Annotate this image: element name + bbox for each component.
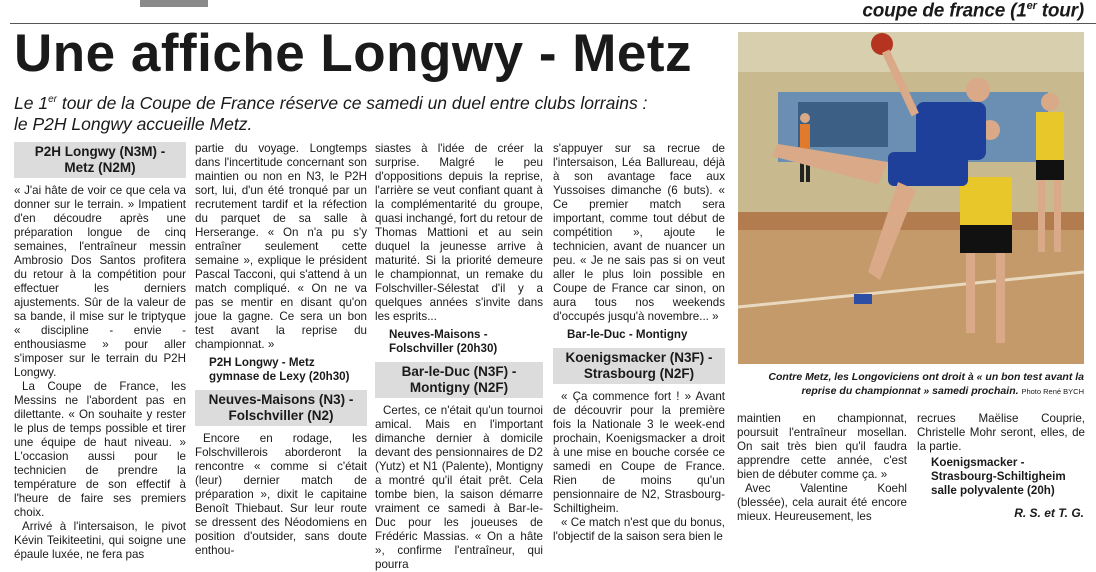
column-1 bbox=[14, 142, 186, 562]
author-signature: R. S. et T. G. bbox=[1014, 506, 1084, 520]
column-4 bbox=[553, 142, 725, 544]
paragraph: La Coupe de France, les Messins ne l'abordent pas en dilettante. « On souhaite y rester le plus de temps possible et tirer une équipe de haut niveau. » L'occasion aussi pour le technicien de prendre la température de son effectif à l'heure de faire ses premiers choix. bbox=[14, 380, 186, 519]
paragraph: « J'ai hâte de voir ce que cela va donner sur le terrain. » Impatient d'en découdre après une préparation longue de cinq semaines, l'entraîneur messin Ambrosio Dos Santos profitera du retour à la compétition pour effectuer les derniers ajustements. Sûr de la valeur de sa bande, il mise sur le triptyque « discipline - envie - enthousiasme » pour aller s'imposer sur le terrain du P2H Longwy. bbox=[14, 184, 186, 379]
paragraph: recrues Maëlise Couprie, Christelle Mohr seront, elles, de la partie. bbox=[917, 412, 1085, 453]
section-tab bbox=[140, 0, 208, 7]
column-2 bbox=[195, 142, 367, 558]
match-photo bbox=[738, 32, 1084, 364]
photo-caption: Contre Metz, les Longoviciens ont droit à « un bon test avant la reprise du championnat » samedi prochain. Photo René BYCH bbox=[768, 371, 1084, 397]
paragraph: Avec Valentine Koehl (blessée), cela aurait été encore mieux. Heureusement, les bbox=[737, 482, 907, 523]
column-5 bbox=[737, 412, 907, 524]
paragraph: siastes à l'idée de créer la surprise. Malgré le peu d'oppositions depuis la reprise, l'arrière se veut confiant quant à la complémentarité du groupe, quasi inchangé, fort du retour de Thomas Mattioni et au sein duquel la jeunesse arrive à maturité. Si la priorité demeure le championnat, un remake du Folschviller-Sélestat d'il y a quelques années s'invite dans les esprits... bbox=[375, 142, 543, 323]
paragraph: s'appuyer sur sa recrue de l'intersaison, Léa Ballureau, déjà à son avantage face aux Yussoises dimanche (6 buts). « Ce premier match sera important, comme tout début de compétition », ajoute le technicien, avant de nuancer un peu. « Je ne sais pas si on veut aller le plus loin possible en Coupe de France car sinon, on aura tous nos weekends d'occupés jusqu'à novembre... » bbox=[553, 142, 725, 323]
subhead-bar-le-duc-montigny: Bar-le-Duc (N3F) - Montigny (N2F) bbox=[375, 362, 543, 398]
paragraph: Certes, ce n'était qu'un tournoi amical. Mais en l'important dimanche dernier à domicile devant des pensionnaires de D2 (Yutz) et N1 (Palente), Montigny a montré qu'il était prêt. Cela tombe bien, la saison démarre vraiment ce samedi à Bar-le-Duc pour les joueuses de Frédéric Massias. « On a hâte », confirme l'entraîneur, qui pourra bbox=[375, 404, 543, 571]
match-info-bar-le-duc: Bar-le-Duc - Montigny bbox=[567, 328, 688, 341]
subhead-longwy-metz: P2H Longwy (N3M) - Metz (N2M) bbox=[14, 142, 186, 178]
match-info-neuves-maisons: Neuves-Maisons - Folschviller (20h30) bbox=[389, 328, 498, 355]
headline: Une affiche Longwy - Metz bbox=[14, 24, 692, 83]
column-3 bbox=[375, 142, 543, 572]
paragraph: Arrivé à l'intersaison, le pivot Kévin Teikiteetini, qui soigne une épaule luxée, ne fera pas bbox=[14, 520, 186, 561]
match-info-longwy-metz: P2H Longwy - Metz gymnase de Lexy (20h30) bbox=[209, 356, 350, 383]
photo-credit: Photo René BYCH bbox=[1021, 387, 1084, 396]
column-6 bbox=[917, 412, 1085, 504]
paragraph: partie du voyage. Longtemps dans l'incertitude concernant son maintien ou non en N3, le P2H sort, lui, d'un été tronqué par un recrutement tardif et la réfection du parquet de sa salle à Herserange. « On n'a pu s'y entraîner seulement cette semaine », explique le président Pascal Tacconi, qui s'attend à un match compliqué. « On ne va pas se mentir en disant qu'on joue la gagne. Ce sera un bon test avant la reprise du championnat. » bbox=[195, 142, 367, 351]
paragraph: « Ça commence fort ! » Avant de découvrir pour la première fois la Nationale 3 le week-end prochain, Koenigsmacker a droit à une mise en bouche corsée ce samedi en Coupe de France. Rien de moins qu'un pensionnaire de N2, Strasbourg-Schiltigheim. bbox=[553, 390, 725, 515]
paragraph: maintien en championnat, poursuit l'entraîneur mosellan. On sait très bien qu'il faudra apprendre cette année, c'est bien de débuter comme ça. » bbox=[737, 412, 907, 481]
paragraph: « Ce match n'est que du bonus, l'objectif de la saison sera bien le bbox=[553, 516, 725, 543]
lede: Le 1er tour de la Coupe de France réserve ce samedi un duel entre clubs lorrains : le P2H Longwy accueille Metz. bbox=[14, 92, 648, 134]
subhead-koenigsmacker-strasbourg: Koenigsmacker (N3F) - Strasbourg (N2F) bbox=[553, 348, 725, 384]
handball-player-illustration bbox=[738, 32, 1084, 364]
section-rubric: coupe de france (1er tour) bbox=[862, 0, 1084, 22]
match-info-koenigsmacker: Koenigsmacker - Strasbourg-Schiltigheim salle polyvalente (20h) bbox=[931, 456, 1066, 497]
subhead-neuves-maisons-folschviller: Neuves-Maisons (N3) - Folschviller (N2) bbox=[195, 390, 367, 426]
paragraph: Encore en rodage, les Folschvillerois aborderont la rencontre « comme si c'était (leur) dernier match de préparation », dixit le capitaine Benoît Thiebaut. Sur leur route se dressent des Néodomiens en position d'outsider, sans doute enthou- bbox=[195, 432, 367, 557]
